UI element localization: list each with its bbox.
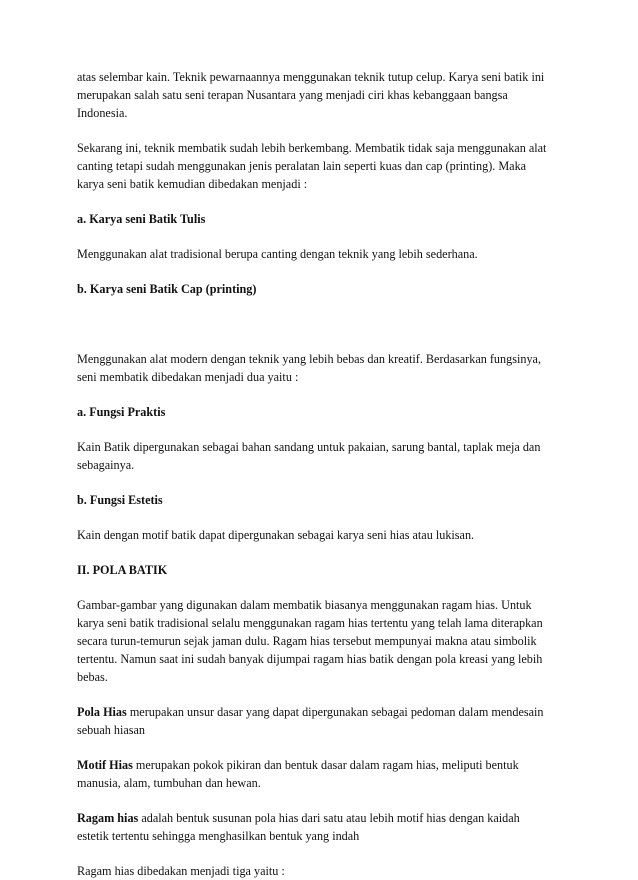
text-line: Gambar-gambar yang digunakan dalam membatik biasanya menggunakan ragam hias. Untuk (77, 598, 532, 612)
spacer (77, 739, 567, 756)
definition-text: merupakan unsur dasar yang dapat dipergunakan sebagai pedoman dalam mendesain (126, 705, 544, 719)
spacer (77, 228, 567, 245)
spacer (77, 792, 567, 809)
text-line: Kain Batik dipergunakan sebagai bahan sandang untuk pakaian, sarung bantal, taplak meja dan (77, 440, 541, 454)
text-line: Sekarang ini, teknik membatik sudah lebih berkembang. Membatik tidak saja menggunakan alat (77, 141, 547, 155)
text-line: Menggunakan alat modern dengan teknik yang lebih bebas dan kreatif. Berdasarkan fungsinya, (77, 352, 541, 366)
text-line: karya seni batik tradisional selalu menggunakan ragam hias tertentu yang telah lama diterapkan (77, 616, 543, 630)
text-line: Menggunakan alat tradisional berupa canting dengan teknik yang lebih sederhana. (77, 247, 478, 261)
spacer (77, 509, 567, 526)
text-line: canting tetapi sudah menggunakan jenis peralatan lain seperti kuas dan cap (printing). Maka (77, 159, 527, 173)
heading-batik-tulis: a. Karya seni Batik Tulis (77, 212, 206, 226)
heading-fungsi-praktis: a. Fungsi Praktis (77, 405, 166, 419)
paragraph-fungsi-estetis (77, 526, 567, 544)
heading-fungsi-estetis: b. Fungsi Estetis (77, 493, 163, 507)
spacer (77, 263, 567, 280)
paragraph-fungsi-praktis (77, 438, 567, 474)
definition-text: adalah bentuk susunan pola hias dari satu atau lebih motif hias dengan kaidah (138, 811, 520, 825)
paragraph-intro (77, 68, 567, 122)
term-pola-hias: Pola Hias (77, 705, 127, 719)
text-line: seni membatik dibedakan menjadi dua yaitu : (77, 370, 299, 384)
spacer (77, 298, 567, 350)
text-line: bebas. (77, 670, 108, 684)
spacer (77, 544, 567, 561)
text-line: estetik tertentu sehingga menghasilkan bentuk yang indah (77, 829, 360, 843)
text-line: manusia, alam, tumbuhan dan hewan. (77, 776, 261, 790)
paragraph-motif-hias (77, 756, 567, 792)
definition-text: merupakan pokok pikiran dan bentuk dasar dalam ragam hias, meliputi bentuk (132, 758, 519, 772)
document-page (77, 68, 567, 880)
text-line: merupakan salah satu seni terapan Nusantara yang menjadi ciri khas kebanggaan bangsa (77, 88, 508, 102)
text-line (77, 756, 567, 774)
text-line: Indonesia. (77, 106, 128, 120)
paragraph-pola-hias (77, 703, 567, 739)
term-ragam-hias: Ragam hias (77, 811, 139, 825)
text-line: tertentu. Namun saat ini sudah banyak dijumpai ragam hias batik dengan pola kreasi yang lebih (77, 652, 543, 666)
text-line: secara turun-temurun sejak jaman dulu. Ragam hias tersebut mempunyai makna atau simbolik (77, 634, 537, 648)
text-line (77, 703, 567, 721)
text-line: Kain dengan motif batik dapat dipergunakan sebagai karya seni hias atau lukisan. (77, 528, 475, 542)
text-line: sebagainya. (77, 458, 135, 472)
text-line (77, 809, 567, 827)
spacer (77, 474, 567, 491)
text-line: Ragam hias dibedakan menjadi tiga yaitu : (77, 864, 285, 878)
spacer (77, 845, 567, 862)
term-motif-hias: Motif Hias (77, 758, 133, 772)
paragraph-ragam-hias-types (77, 862, 567, 880)
spacer (77, 579, 567, 596)
heading-batik-cap: b. Karya seni Batik Cap (printing) (77, 282, 257, 296)
text-line: sebuah hiasan (77, 723, 146, 737)
paragraph-ragam-hias (77, 809, 567, 845)
spacer (77, 386, 567, 403)
text-line: karya seni batik kemudian dibedakan menjadi : (77, 177, 308, 191)
paragraph-development (77, 139, 567, 193)
spacer (77, 122, 567, 139)
text-line: atas selembar kain. Teknik pewarnaannya menggunakan teknik tutup celup. Karya seni batik ini (77, 70, 545, 84)
spacer (77, 686, 567, 703)
paragraph-batik-cap (77, 350, 567, 386)
paragraph-batik-tulis (77, 245, 567, 263)
spacer (77, 193, 567, 210)
paragraph-pola-batik (77, 596, 567, 686)
heading-pola-batik: II. POLA BATIK (77, 563, 168, 577)
spacer (77, 421, 567, 438)
